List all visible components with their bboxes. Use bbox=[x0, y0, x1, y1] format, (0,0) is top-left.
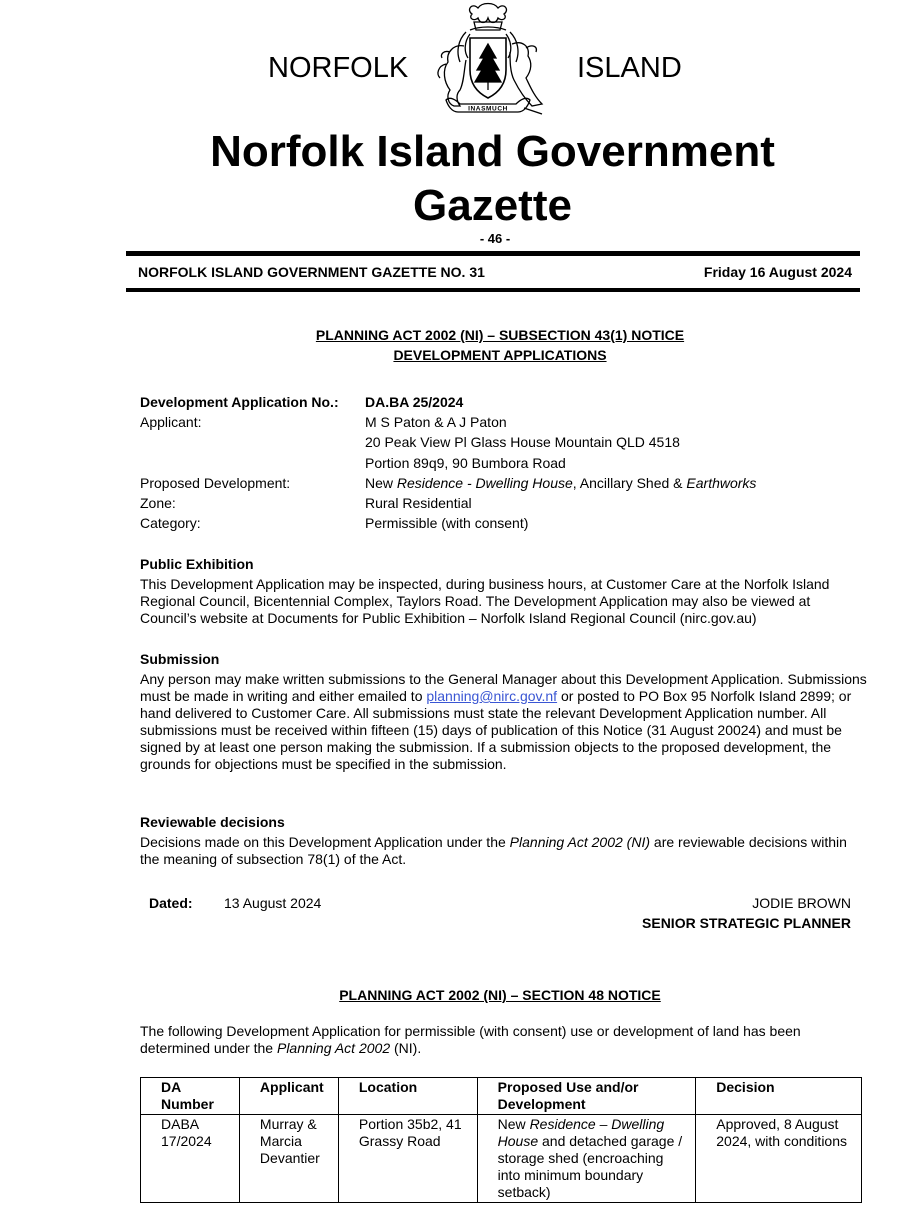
da-number-value: DA.BA 25/2024 bbox=[365, 394, 464, 410]
category-value: Permissible (with consent) bbox=[365, 515, 529, 531]
submission-text: Any person may make written submissions to the General Manager about this Development Application. Submissions must be made in writing and either emailed to planning@nirc.gov.nf or posted to PO Box 95 Norfolk Island 2899; or hand delivered to Customer Care. All submissions must state the relevant Development Application number. All submissions must be received within fifteen (15) days of publication of this Notice (31 August 20024) and must be signed by at least one person making the submission. If a submission objects to the proposed development, the grounds for objections must be specified in the submission. bbox=[140, 671, 867, 772]
masthead-right-word: ISLAND bbox=[577, 52, 682, 84]
cell-decision: Approved, 8 August 2024, with conditions bbox=[696, 1115, 862, 1203]
applicant-label: Applicant: bbox=[140, 414, 202, 430]
applicant-name: M S Paton & A J Paton bbox=[365, 414, 507, 430]
applicant-address: 20 Peak View Pl Glass House Mountain QLD 4518 bbox=[365, 434, 680, 450]
page-number: - 46 - bbox=[479, 231, 511, 246]
determined-applications-table bbox=[140, 1077, 862, 1203]
header-rule-bottom bbox=[126, 288, 860, 292]
notice2-heading: PLANNING ACT 2002 (NI) – SECTION 48 NOTICE bbox=[339, 987, 661, 1003]
da-number-label: Development Application No.: bbox=[140, 394, 339, 410]
dated-value: 13 August 2024 bbox=[224, 895, 322, 911]
public-exhibition-text: This Development Application may be inspected, during business hours, at Customer Care at the Norfolk Island Regional Council, Bicentennial Complex, Taylors Road. The Development Application may also be viewed at Council’s website at Documents for Public Exhibition – Norfolk Island Regional Council (nirc.gov.au) bbox=[140, 576, 830, 626]
gazette-title-line1: Norfolk Island Government bbox=[210, 127, 775, 176]
submission-email-link[interactable]: planning@nirc.gov.nf bbox=[426, 688, 558, 704]
category-label: Category: bbox=[140, 515, 201, 531]
applicant-portion: Portion 89q9, 90 Bumbora Road bbox=[365, 455, 566, 471]
column-header-proposed-use: Proposed Use and/or Development bbox=[477, 1078, 696, 1115]
gazette-date: Friday 16 August 2024 bbox=[703, 264, 852, 280]
masthead-left-word: NORFOLK bbox=[268, 52, 409, 84]
header-rule-top bbox=[126, 251, 860, 256]
notice2-intro: The following Development Application for permissible (with consent) use or development of land has been determined under the Planning Act 2002 (NI). bbox=[140, 1023, 801, 1056]
proposed-development-label: Proposed Development: bbox=[140, 475, 291, 491]
cell-da-number: DABA 17/2024 bbox=[141, 1115, 240, 1203]
column-header-location: Location bbox=[338, 1078, 477, 1115]
table-row bbox=[141, 1115, 862, 1203]
dated-label: Dated: bbox=[149, 895, 193, 911]
proposed-development-value: New Residence - Dwelling House, Ancillary Shed & Earthworks bbox=[365, 475, 757, 491]
submission-heading: Submission bbox=[140, 651, 220, 667]
notice1-heading-line2: DEVELOPMENT APPLICATIONS bbox=[393, 347, 607, 363]
table-header-row bbox=[141, 1078, 862, 1115]
zone-label: Zone: bbox=[140, 495, 176, 511]
signatory-name: JODIE BROWN bbox=[752, 895, 851, 911]
column-header-decision: Decision bbox=[696, 1078, 862, 1115]
column-header-da-number: DA Number bbox=[141, 1078, 240, 1115]
reviewable-decisions-text: Decisions made on this Development Application under the Planning Act 2002 (NI) are reviewable decisions within the meaning of subsection 78(1) of the Act. bbox=[140, 834, 847, 867]
signatory-title: SENIOR STRATEGIC PLANNER bbox=[642, 915, 851, 931]
notice1-heading-line1: PLANNING ACT 2002 (NI) – SUBSECTION 43(1) NOTICE bbox=[315, 327, 685, 343]
norfolk-island-crest bbox=[420, 0, 555, 122]
gazette-title-line2: Gazette bbox=[413, 181, 572, 230]
public-exhibition-heading: Public Exhibition bbox=[140, 556, 254, 572]
cell-location: Portion 35b2, 41 Grassy Road bbox=[338, 1115, 477, 1203]
cell-proposed-use: New Residence – Dwelling House and detached garage / storage shed (encroaching into minimum boundary setback) bbox=[477, 1115, 696, 1203]
crest-motto: INASMUCH bbox=[468, 105, 508, 113]
zone-value: Rural Residential bbox=[365, 495, 472, 511]
column-header-applicant: Applicant bbox=[239, 1078, 338, 1115]
reviewable-decisions-heading: Reviewable decisions bbox=[140, 814, 285, 830]
cell-applicant: Murray & Marcia Devantier bbox=[239, 1115, 338, 1203]
gazette-number: NORFOLK ISLAND GOVERNMENT GAZETTE NO. 31 bbox=[138, 264, 485, 280]
